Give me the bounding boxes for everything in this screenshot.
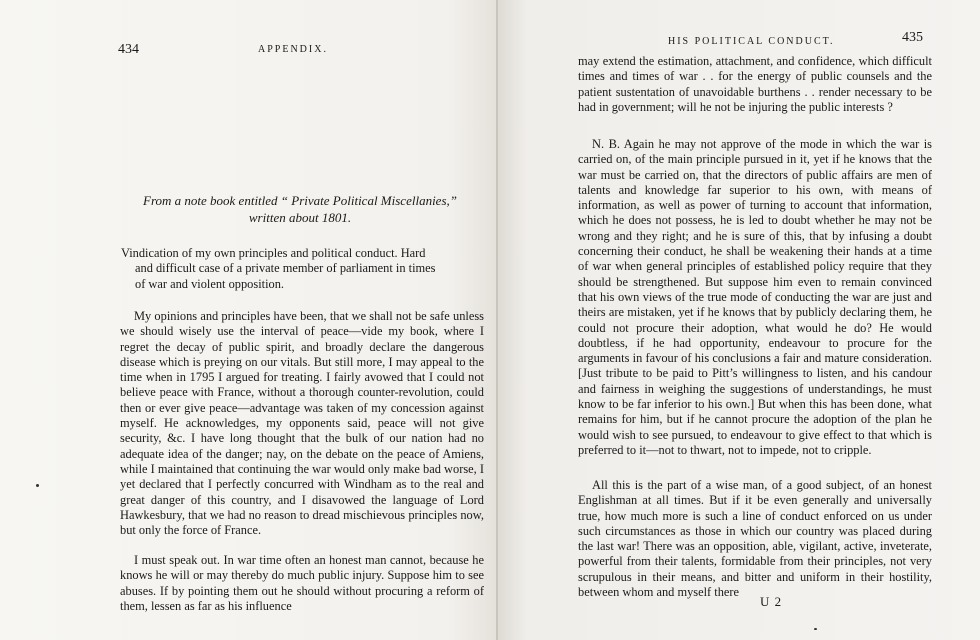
left-paragraph-2 <box>120 553 484 614</box>
heading-line-2: and difficult case of a private member of parliament in times <box>135 261 436 276</box>
source-caption <box>110 192 490 226</box>
right-paragraph-1 <box>578 137 932 458</box>
right-running-head: HIS POLITICAL CONDUCT. <box>668 36 835 47</box>
caption-line-2: written about 1801. <box>248 210 352 225</box>
right-paragraph-1-text: N. B. Again he may not approve of the mode in which the war is carried on, of the main principle pursued in it, yet if he knows that the war must be carried on, that the directors of public affairs are men of talents and knowledge far superior to his own, with means of information, as well as power of turning to account that information, which he does not possess, he is led to doubt whether he may not be wrong and they right; and he is sure of this, that by infusing a doubt concerning their conduct, he shall be weakening their hands at a time of war when general principles of established policy require that they should be strengthened. But suppose him even to remain convinced that his own views of the true mode of conducting the war are just and theirs are mistaken, yet if he knows that by publicly declaring them, he could not procure their adoption, what would he do? He would doubtless, if he had opportunity, endeavour to procure for the arguments in favour of his conclusions a fair and mature consideration. [Just tribute to be paid to Pitt’s willingness to listen, and his candour and fairness in weighing the suggestions of understandings, he must know to be far inferior to his own.] But when this has been done, what remains for him, but if he cannot procure the adoption of the plan he would wish to see pursued, to endeavour to give effect to that which is preferred to it—not to thwart, not to impede, not to cripple. <box>578 137 932 457</box>
left-paragraph-1 <box>120 309 484 538</box>
right-page <box>498 0 980 640</box>
heading-line-1: Vindication of my own principles and political conduct. Hard <box>121 246 426 260</box>
heading-line-3: of war and violent opposition. <box>135 276 285 291</box>
left-paragraph-2-text: I must speak out. In war time often an honest man cannot, because he knows he will or may thereby do much public injury. Suppose him to see abuses. If by pointing them out he should without procuring a reform of them, lessen as far as his influence <box>120 553 484 613</box>
left-page-number: 434 <box>118 42 139 57</box>
paper-speck <box>36 484 39 487</box>
right-paragraph-2 <box>578 478 932 600</box>
right-paragraph-0: may extend the estimation, attachment, and confidence, which difficult times and times of war . . for the energy of public counsels and the patient sustentation of unavoidable burthens . . render necessary to be had in government; will he not be injuring the public interests ? <box>578 54 932 114</box>
paper-speck-right <box>814 628 817 630</box>
left-paragraph-1-text: My opinions and principles have been, that we shall not be safe unless we should wisely use the interval of peace—vide my book, where I regret the decay of public spirit, and broadly declare the dangerous disease which is preying on our vitals. But still more, I may appeal to the time when in 1795 I argued for treating. I fairly avowed that I could not believe peace with France, without a thorough counter-revolution, could then or ever give peace—advantage was taken of my concession against myself. He acknowledges, my opponents said, peace will not give security, &c. I have long thought that the bulk of our nation had no adequate idea of the danger; nay, on the debate on the peace of Amiens, while I maintained that continuing the war would only make bad worse, I yet declared that I perfectly concurred with Windham as to the real and great danger of this country, and I disavowed the language of Lord Hawkesbury, that we had no reason to dread mischievous principles now, but only the force of France. <box>120 309 484 538</box>
section-heading <box>121 246 491 292</box>
left-running-head: APPENDIX. <box>258 44 328 55</box>
right-paragraph-2-text: All this is the part of a wise man, of a good subject, of an honest Englishman at all times. But if it be even generally and universally true, how much more is such a line of conduct enforced on us under such circumstances as those in which our country was placed during the last war! There was an opposition, able, vigilant, active, inveterate, powerful from their talents, formidable from their principles, not very scrupulous in their means, and bitter and uniform in their hostility, between whom and myself there <box>578 478 932 600</box>
caption-line-1: From a note book entitled “ Private Political Miscellanies,” <box>143 193 457 208</box>
signature-mark: U 2 <box>760 594 783 609</box>
right-page-number: 435 <box>902 30 923 45</box>
